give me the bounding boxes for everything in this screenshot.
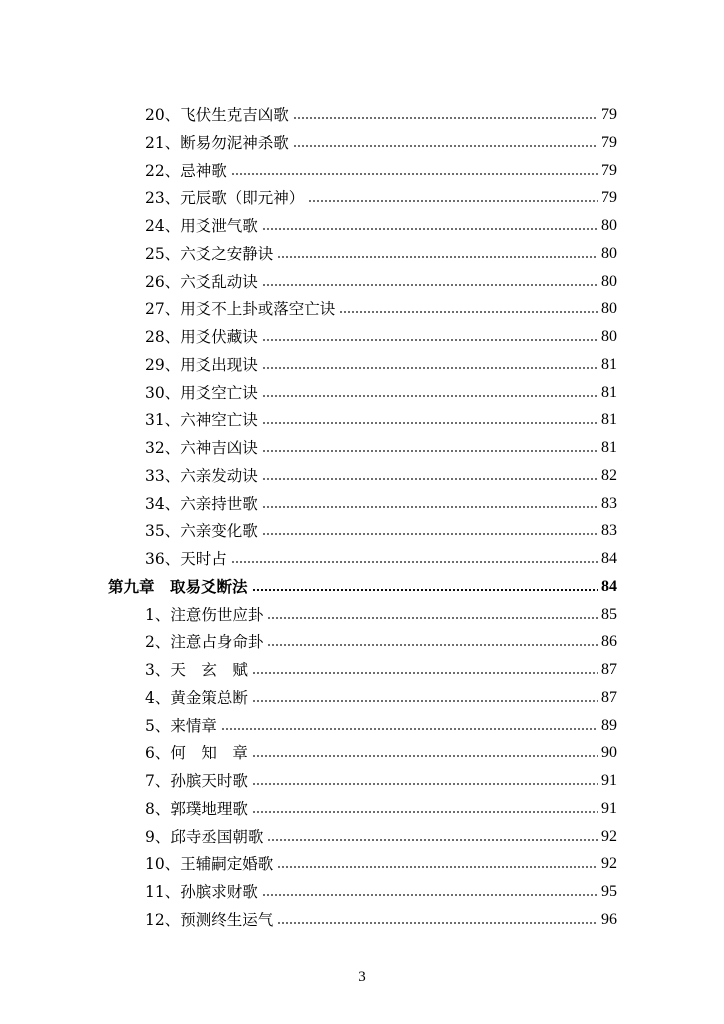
toc-entry-page: 92 bbox=[601, 855, 617, 873]
toc-entry[interactable] bbox=[145, 762, 617, 790]
toc-entry[interactable] bbox=[145, 596, 617, 624]
toc-entry[interactable] bbox=[145, 374, 617, 402]
toc-entry-label: 20、飞伏生克吉凶歌 bbox=[145, 106, 289, 124]
dot-leader bbox=[252, 588, 598, 592]
toc-entry-label: 21、断易勿泥神杀歌 bbox=[145, 133, 289, 152]
toc-chapter-heading[interactable] bbox=[108, 568, 617, 596]
dot-leader bbox=[252, 754, 598, 758]
toc-entry-label: 6、何 知 章 bbox=[145, 744, 248, 763]
dot-leader bbox=[262, 477, 598, 481]
dot-leader bbox=[293, 116, 598, 120]
dot-leader bbox=[262, 505, 598, 509]
toc-entry[interactable] bbox=[145, 707, 617, 735]
dot-leader bbox=[262, 893, 598, 897]
toc-entry-page: 80 bbox=[601, 244, 617, 262]
toc-entry[interactable] bbox=[145, 96, 617, 124]
toc-entry[interactable] bbox=[145, 790, 617, 818]
toc-entry[interactable] bbox=[145, 429, 617, 457]
toc-entry-label: 28、用爻伏藏诀 bbox=[145, 328, 258, 346]
toc-entry-label: 9、邱寺丞国朝歌 bbox=[145, 827, 264, 846]
toc-entry-page: 90 bbox=[601, 744, 617, 762]
toc-entry-label: 8、郭璞地理歌 bbox=[145, 799, 248, 818]
toc-entry-page: 79 bbox=[601, 106, 617, 123]
toc-entry[interactable] bbox=[145, 401, 617, 429]
toc-entry-label: 10、王辅嗣定婚歌 bbox=[145, 855, 274, 874]
toc-entry-label: 35、六亲变化歌 bbox=[145, 522, 258, 541]
toc-entry[interactable] bbox=[145, 845, 617, 873]
toc-entry-label: 31、六神空亡诀 bbox=[145, 411, 258, 430]
dot-leader bbox=[252, 699, 598, 703]
toc-entry-label: 7、孙膑天时歌 bbox=[145, 772, 248, 790]
toc-entry[interactable] bbox=[145, 623, 617, 651]
toc-entry-label: 1、注意伤世应卦 bbox=[145, 605, 264, 624]
toc-entry-label: 5、来情章 bbox=[145, 716, 217, 735]
toc-entry[interactable] bbox=[145, 457, 617, 485]
toc-entry[interactable] bbox=[145, 346, 617, 374]
toc-entry-page: 80 bbox=[601, 217, 617, 234]
dot-leader bbox=[267, 838, 598, 842]
dot-leader bbox=[231, 560, 598, 564]
toc-entry-page: 95 bbox=[601, 883, 617, 900]
dot-leader bbox=[231, 172, 598, 176]
toc-entry-label: 34、六亲持世歌 bbox=[145, 494, 258, 513]
toc-entry-page: 84 bbox=[601, 550, 617, 567]
dot-leader bbox=[262, 366, 598, 370]
toc-entry-label: 11、孙膑求财歌 bbox=[145, 883, 258, 901]
toc-entry-page: 86 bbox=[601, 633, 617, 651]
toc-entry-page: 87 bbox=[601, 688, 617, 706]
toc-entry-page: 81 bbox=[601, 411, 617, 429]
toc-entry-label: 12、预测终生运气 bbox=[145, 910, 274, 929]
page-number: 3 bbox=[358, 969, 366, 985]
toc-entry[interactable] bbox=[145, 734, 617, 762]
toc-entry[interactable] bbox=[145, 485, 617, 513]
dot-leader bbox=[262, 532, 598, 536]
toc-entry[interactable] bbox=[145, 679, 617, 707]
toc-entry-label: 4、黄金策总断 bbox=[145, 688, 248, 707]
toc-entry[interactable] bbox=[145, 263, 617, 291]
toc-entry-label: 30、用爻空亡诀 bbox=[145, 383, 258, 402]
toc-entry-page: 83 bbox=[601, 494, 617, 512]
toc-entry-page: 80 bbox=[601, 272, 617, 290]
toc-entry-page: 81 bbox=[601, 355, 617, 373]
toc-entry-page: 85 bbox=[601, 605, 617, 623]
dot-leader bbox=[277, 865, 598, 869]
toc-entry[interactable] bbox=[145, 179, 617, 207]
dot-leader bbox=[308, 199, 598, 203]
toc-entry-label: 3、天 玄 赋 bbox=[145, 661, 248, 679]
dot-leader bbox=[293, 144, 598, 148]
toc-entry-label: 26、六爻乱动诀 bbox=[145, 272, 258, 291]
toc-entry-page: 89 bbox=[601, 716, 617, 734]
toc-entry-label: 32、六神吉凶诀 bbox=[145, 439, 258, 457]
toc-entry[interactable] bbox=[145, 290, 617, 318]
toc-entry[interactable] bbox=[145, 873, 617, 901]
toc-entry-label: 25、六爻之安静诀 bbox=[145, 244, 274, 263]
toc-chapter-page: 84 bbox=[601, 577, 617, 595]
toc-entry[interactable] bbox=[145, 318, 617, 346]
dot-leader bbox=[339, 310, 598, 314]
dot-leader bbox=[267, 643, 598, 647]
dot-leader bbox=[262, 421, 598, 425]
dot-leader bbox=[277, 255, 598, 259]
toc-entry-page: 81 bbox=[601, 383, 617, 401]
toc-entry-label: 36、天时占 bbox=[145, 550, 227, 568]
toc-entry[interactable] bbox=[145, 235, 617, 263]
toc-entry-label: 22、忌神歌 bbox=[145, 161, 227, 180]
toc-entry-page: 81 bbox=[601, 439, 617, 456]
dot-leader bbox=[262, 338, 598, 342]
toc-entry-page: 96 bbox=[601, 910, 617, 928]
toc-entry-page: 91 bbox=[601, 772, 617, 789]
dot-leader bbox=[267, 616, 598, 620]
dot-leader bbox=[262, 449, 598, 453]
toc-entry-label: 29、用爻出现诀 bbox=[145, 355, 258, 374]
dot-leader bbox=[252, 782, 598, 786]
toc-entry-page: 79 bbox=[601, 161, 617, 179]
toc-entry-page: 82 bbox=[601, 466, 617, 484]
toc-entry-page: 92 bbox=[601, 827, 617, 845]
toc-entry[interactable] bbox=[145, 818, 617, 846]
toc-entry-label: 24、用爻泄气歌 bbox=[145, 217, 258, 235]
dot-leader bbox=[262, 227, 598, 231]
toc-entry-label: 2、注意占身命卦 bbox=[145, 633, 264, 652]
toc-entry-page: 83 bbox=[601, 522, 617, 540]
toc-entry-page: 79 bbox=[601, 133, 617, 151]
toc-entry-page: 80 bbox=[601, 300, 617, 318]
toc-entry[interactable] bbox=[145, 901, 617, 929]
toc-entry[interactable] bbox=[145, 540, 617, 568]
dot-leader bbox=[277, 921, 598, 925]
toc-entry-label: 33、六亲发动诀 bbox=[145, 466, 258, 485]
toc-entry-page: 80 bbox=[601, 328, 617, 345]
dot-leader bbox=[252, 671, 598, 675]
dot-leader bbox=[262, 283, 598, 287]
toc-entry[interactable] bbox=[145, 207, 617, 235]
toc-entry[interactable] bbox=[145, 152, 617, 180]
dot-leader bbox=[221, 727, 598, 731]
dot-leader bbox=[252, 810, 598, 814]
toc-entry-page: 91 bbox=[601, 799, 617, 817]
toc-entry-page: 79 bbox=[601, 189, 617, 207]
toc-entry-label: 27、用爻不上卦或落空亡诀 bbox=[145, 300, 336, 319]
toc-entry[interactable] bbox=[145, 512, 617, 540]
toc-entry-page: 87 bbox=[601, 661, 617, 678]
toc-entry[interactable] bbox=[145, 124, 617, 152]
toc-entry-label: 23、元辰歌（即元神） bbox=[145, 189, 305, 208]
dot-leader bbox=[262, 394, 598, 398]
toc-entry[interactable] bbox=[145, 651, 617, 679]
toc-chapter-label: 第九章 取易爻断法 bbox=[108, 576, 248, 596]
